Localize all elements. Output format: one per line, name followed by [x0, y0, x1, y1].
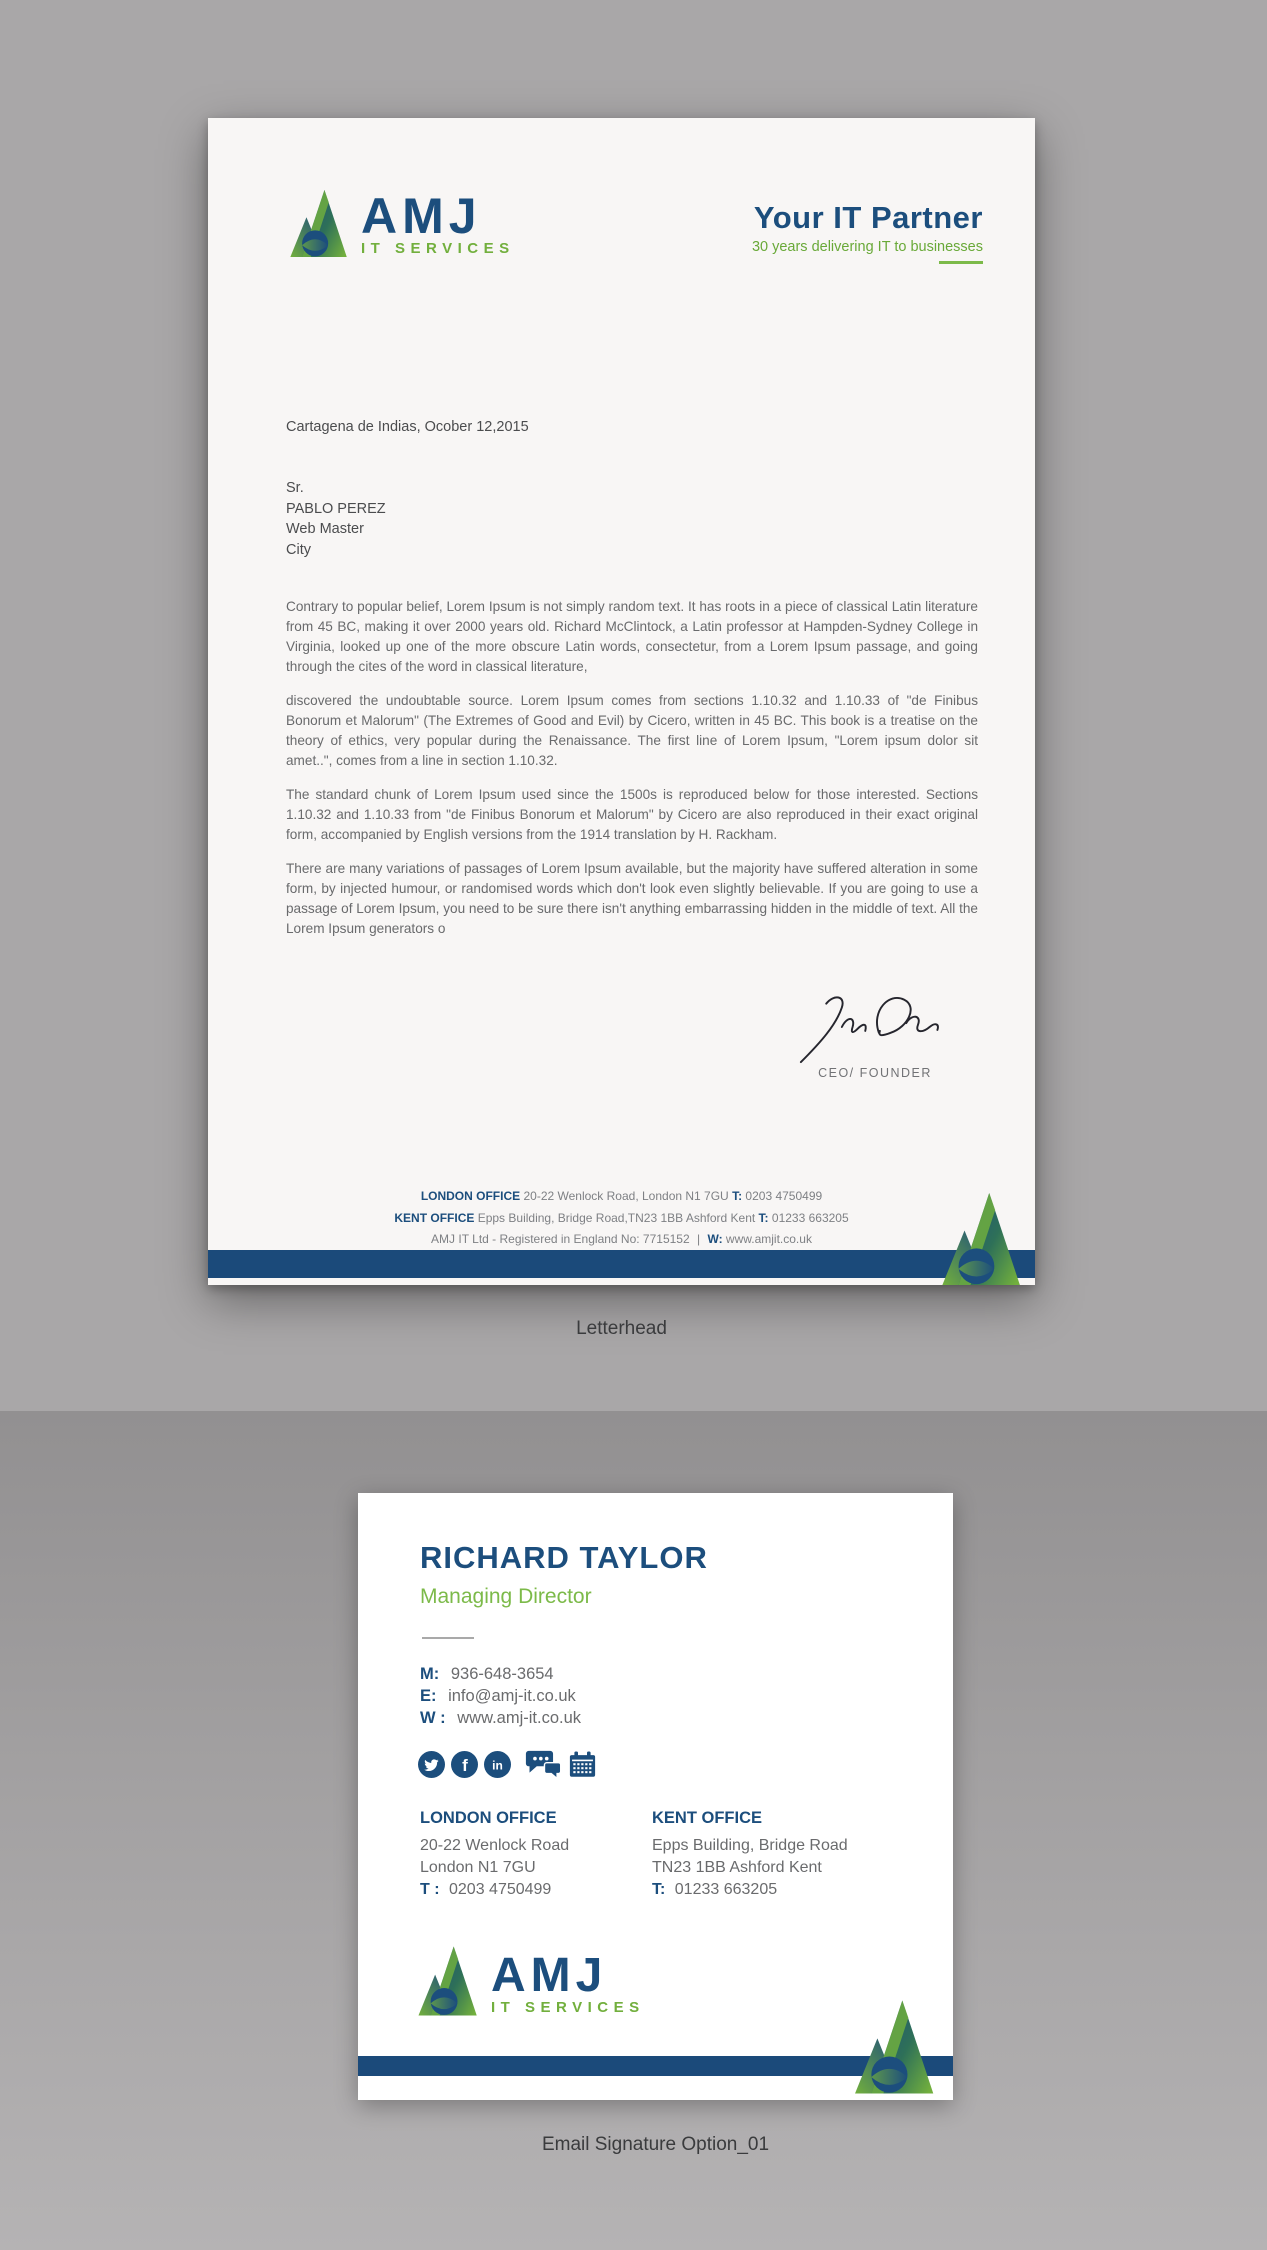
- footer-office-label: KENT OFFICE: [394, 1210, 475, 1225]
- web-label: W :: [420, 1709, 446, 1727]
- footer-separator: |: [697, 1232, 701, 1246]
- office-phone-row: [420, 1879, 652, 1901]
- phone-label: T :: [420, 1881, 440, 1898]
- office-phone-row: [652, 1879, 884, 1901]
- footer-office-address: Epps Building, Bridge Road,TN23 1BB Ashford Kent: [477, 1210, 756, 1225]
- mobile-number: 936-648-3654: [450, 1665, 554, 1683]
- footer-blue-bar: [208, 1250, 1035, 1278]
- tagline-subtitle: 30 years delivering IT to businesses: [751, 239, 983, 255]
- letter-paragraph: discovered the undoubtable source. Lorem Ipsum comes from sections 1.10.32 and 1.10.33 of "de Finibus Bonorum et Malorum" (The Extremes of Good and Evil) by Cicero, written in 45 BC. This book is a treatise on the theory of ethics, very popular during the Renaissance. The first line of Lorem Ipsum, "Lorem ipsum dolor sit amet..", comes from a line in section 1.10.32.: [286, 693, 978, 768]
- letterhead-footer: [208, 1186, 1035, 1251]
- logo-text: [491, 1948, 645, 2016]
- footer-phone-label: T:: [758, 1210, 769, 1225]
- email-signature-card: [358, 1493, 953, 2100]
- svg-text:f: f: [462, 1756, 468, 1775]
- logo-text: [361, 188, 515, 257]
- company-logo: [286, 190, 515, 257]
- footer-line-kent: [208, 1208, 1035, 1230]
- footer-registration: AMJ IT Ltd - Registered in England No: 7715152: [431, 1232, 690, 1246]
- footer-phone: 01233 663205: [771, 1210, 849, 1225]
- office-name: LONDON OFFICE: [420, 1809, 557, 1827]
- handwritten-signature: [795, 988, 955, 1066]
- svg-text:in: in: [492, 1758, 503, 1773]
- recipient-line: City: [286, 541, 311, 558]
- letterhead-caption: Letterhead: [576, 1318, 667, 1339]
- office-address: 20-22 Wenlock Road: [420, 1837, 570, 1854]
- footer-line-london: [208, 1186, 1035, 1208]
- amj-mountain-logo-icon: [286, 190, 348, 257]
- letter-paragraph: There are many variations of passages of Lorem Ipsum available, but the majority have suffered alteration in some form, by injected humour, or randomised words which don't look even slightly believable. If you are going to use a passage of Lorem Ipsum, you need to be sure there isn't anything embarrassing hidden in the middle of text. All the Lorem Ipsum generators o: [286, 861, 978, 936]
- office-name: KENT OFFICE: [652, 1809, 762, 1827]
- recipient-line: Web Master: [286, 521, 364, 537]
- letter-date: Cartagena de Indias, Ocober 12,2015: [286, 419, 529, 435]
- tagline-block: [752, 200, 983, 264]
- twitter-icon[interactable]: [418, 1751, 445, 1778]
- logo-wordmark-sub: IT SERVICES: [361, 240, 515, 257]
- letter-body: [286, 597, 978, 953]
- footer-phone: 0203 4750499: [745, 1189, 823, 1203]
- office-address: Epps Building, Bridge Road: [652, 1837, 848, 1854]
- amj-mountain-logo-icon: [414, 1946, 478, 2016]
- phone-label: T:: [652, 1881, 666, 1898]
- footer-office-label: LONDON OFFICE: [420, 1189, 521, 1203]
- office-address: TN23 1BB Ashford Kent: [652, 1859, 822, 1876]
- tagline-underline: [939, 261, 983, 264]
- contact-web-row: [420, 1707, 581, 1729]
- person-title: Managing Director: [420, 1585, 592, 1608]
- calendar-icon[interactable]: [569, 1751, 596, 1779]
- contact-email-row: [420, 1685, 581, 1707]
- footer-website[interactable]: www.amjit.co.uk: [725, 1232, 812, 1246]
- corner-mountain-mark-icon: [849, 2000, 935, 2094]
- social-icons-row: [418, 1750, 596, 1779]
- footer-office-address: 20-22 Wenlock Road, London N1 7GU: [523, 1189, 729, 1203]
- email-label: E:: [420, 1687, 437, 1705]
- chat-icon[interactable]: [525, 1750, 563, 1779]
- person-name: RICHARD TAYLOR: [420, 1540, 708, 1575]
- offices-block: [420, 1809, 884, 1901]
- linkedin-icon[interactable]: [484, 1751, 511, 1778]
- signer-title: CEO/ FOUNDER: [818, 1066, 932, 1080]
- facebook-icon[interactable]: [451, 1751, 478, 1778]
- footer-phone-label: T:: [732, 1189, 743, 1203]
- logo-wordmark: AMJ: [361, 188, 482, 244]
- letter-paragraph: The standard chunk of Lorem Ipsum used since the 1500s is reproduced below for those interested. Sections 1.10.32 and 1.10.33 from "de Finibus Bonorum et Malorum" by Cicero are also reproduced in their exact original form, accompanied by English versions from the 1914 translation by H. Rackham.: [286, 787, 978, 842]
- mobile-label: M:: [420, 1665, 440, 1683]
- website-url[interactable]: www.amj-it.co.uk: [457, 1709, 582, 1727]
- office-kent: [652, 1809, 884, 1901]
- company-logo: [414, 1946, 645, 2016]
- signature-block: [794, 988, 956, 1080]
- contact-mobile-row: [420, 1663, 581, 1685]
- logo-wordmark: AMJ: [491, 1948, 608, 2002]
- phone-number: 0203 4750499: [449, 1881, 552, 1898]
- signature-caption: Email Signature Option_01: [541, 2134, 770, 2155]
- office-address: London N1 7GU: [420, 1859, 536, 1876]
- tagline: Your IT Partner: [753, 200, 983, 235]
- recipient-line: Sr.: [286, 480, 304, 496]
- footer-line-company: [208, 1229, 1035, 1251]
- letterhead-page: [208, 118, 1035, 1285]
- corner-mountain-mark-icon: [929, 1193, 1029, 1285]
- divider-line: [422, 1637, 474, 1639]
- letter-paragraph: Contrary to popular belief, Lorem Ipsum is not simply random text. It has roots in a piece of classical Latin literature from 45 BC, making it over 2000 years old. Richard McClintock, a Latin professor at Hampden-Sydney College in Virginia, looked up one of the more obscure Latin words, consectetur, from a Lorem Ipsum passage, and going through the cites of the word in classical literature,: [286, 599, 978, 674]
- footer-web-label: W:: [707, 1232, 723, 1246]
- logo-wordmark-sub: IT SERVICES: [491, 1999, 645, 2016]
- office-london: [420, 1809, 652, 1901]
- recipient-block: [286, 478, 386, 560]
- recipient-line: PABLO PEREZ: [286, 500, 386, 517]
- contact-block: [420, 1663, 581, 1729]
- phone-number: 01233 663205: [674, 1881, 778, 1898]
- email-address[interactable]: info@amj-it.co.uk: [448, 1687, 576, 1705]
